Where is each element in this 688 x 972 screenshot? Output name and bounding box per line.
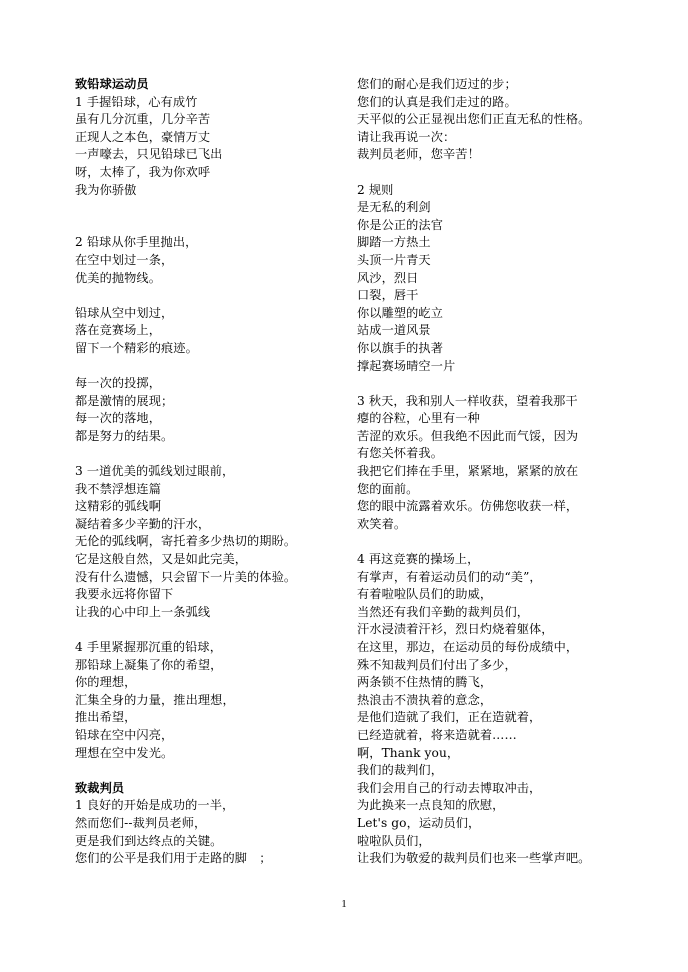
- text-line: 3 秋天，我和别人一样收获，望着我那干: [357, 393, 578, 408]
- text-line: 虽有几分沉重，几分辛苦: [75, 112, 211, 127]
- text-line: 欢笑着。: [357, 516, 407, 531]
- text-line: 是无私的利剑: [357, 200, 431, 215]
- text-line: 1 手握铅球，心有成竹: [75, 94, 198, 109]
- text-line: 热浪击不溃执着的意念，: [357, 692, 493, 707]
- stanza: [75, 797, 337, 867]
- stanza: [75, 639, 337, 762]
- text-line: 留下一个精彩的痕迹。: [75, 340, 198, 355]
- text-line: 苦涩的欢乐。但我绝不因此而气馁，因为: [357, 428, 579, 443]
- text-line: 落在竞赛场上，: [75, 323, 162, 338]
- text-line: 风沙，烈日: [357, 270, 419, 285]
- text-line: 你是公正的法官: [357, 217, 444, 232]
- stanza: [357, 551, 657, 868]
- text-line: 瘪的谷粒，心里有一种: [357, 411, 480, 426]
- text-line: 我要永远将你留下: [75, 587, 174, 602]
- text-line: 铅球在空中闪亮，: [75, 727, 174, 742]
- text-line: 凝结着多少辛勤的汗水，: [75, 516, 211, 531]
- text-line: 汇集全身的力量，推出理想，: [75, 692, 235, 707]
- text-line: 一声嚎去，只见铅球已飞出: [75, 147, 223, 162]
- text-line: 口裂，唇干: [357, 288, 419, 303]
- text-line: 优美的抛物线。: [75, 270, 162, 285]
- text-line: 呀，太棒了，我为你欢呼: [75, 164, 211, 179]
- text-line: 没有什么遗憾，只会留下一片美的体验。: [75, 569, 297, 584]
- text-line: Let's go，运动员们，: [357, 815, 481, 830]
- text-line: 两条锁不住热情的腾飞，: [357, 675, 493, 690]
- text-line: 天平似的公正显视出您们正直无私的性格。: [357, 112, 591, 127]
- text-line: 让我们为敬爱的裁判员们也来一些掌声吧。: [357, 851, 591, 866]
- poem-title-referee: 致裁判员: [75, 780, 125, 795]
- text-line: 有着啦啦队员们的助威，: [357, 587, 493, 602]
- text-line: 那铅球上凝集了你的希望，: [75, 657, 223, 672]
- text-line: 我们的裁判们，: [357, 763, 444, 778]
- text-line: 已经造就着，将来造就着……: [357, 727, 517, 742]
- text-line: 当然还有我们辛勤的裁判员们，: [357, 604, 530, 619]
- stanza: [357, 76, 657, 164]
- text-line: 1 良好的开始是成功的一半，: [75, 798, 235, 813]
- text-line: 推出希望，: [75, 710, 137, 725]
- stanza: [75, 234, 337, 287]
- text-line: 无伦的弧线啊，寄托着多少热切的期盼。: [75, 534, 297, 549]
- text-line: 请让我再说一次：: [357, 129, 456, 144]
- text-line: 更是我们到达终点的关键。: [75, 833, 223, 848]
- text-line: 3 一道优美的弧线划过眼前，: [75, 464, 235, 479]
- text-line: 脚踏一方热土: [357, 235, 431, 250]
- stanza: [75, 94, 337, 200]
- text-line: 您们的公平是我们用于走路的脚 ；: [75, 851, 272, 866]
- right-column: [357, 76, 657, 868]
- text-line: 头顶一片青天: [357, 252, 431, 267]
- text-line: 我不禁浮想连篇: [75, 481, 162, 496]
- text-line: 是他们造就了我们，正在造就着，: [357, 710, 542, 725]
- text-line: 撑起赛场晴空一片: [357, 358, 456, 373]
- text-line: 都是努力的结果。: [75, 428, 174, 443]
- text-line: 啊，Thank you，: [357, 745, 460, 760]
- text-line: 4 手里紧握那沉重的铅球，: [75, 640, 222, 654]
- text-line: 啦啦队员们，: [357, 833, 431, 848]
- text-line: 都是激情的展现；: [75, 393, 174, 408]
- text-line: 你以旗手的执著: [357, 340, 444, 355]
- text-line: 4 再这竞赛的操场上，: [357, 552, 480, 567]
- text-line: 2 规则: [357, 182, 394, 197]
- poem-title-shot-put: 致铅球运动员: [75, 77, 149, 91]
- text-line: 让我的心中印上一条弧线: [75, 604, 211, 619]
- text-line: 然而您们--裁判员老师，: [75, 815, 207, 830]
- stanza: [357, 182, 657, 376]
- stanza: [75, 463, 337, 621]
- page-number: 1: [341, 898, 347, 910]
- text-line: 理想在空中发光。: [75, 745, 174, 760]
- text-line: 您们的耐心是我们迈过的步；: [357, 77, 517, 91]
- text-line: 有掌声，有着运动员们的动“美”，: [357, 569, 542, 584]
- text-line: 在这里，那边，在运动员的每份成绩中，: [357, 640, 579, 654]
- text-line: 您的面前。: [357, 481, 419, 496]
- text-line: 有您关怀着我。: [357, 446, 444, 461]
- left-column: [75, 76, 337, 868]
- text-line: 殊不知裁判员们付出了多少，: [357, 657, 517, 672]
- text-line: 您们的认真是我们走过的路。: [357, 94, 517, 109]
- text-line: 我把它们捧在手里，紧紧地，紧紧的放在: [357, 464, 579, 479]
- stanza: [75, 375, 337, 445]
- text-line: 我为你骄傲: [75, 182, 137, 197]
- text-line: 正现人之本色，豪情万丈: [75, 129, 211, 144]
- stanza: [357, 393, 657, 534]
- text-line: 为此换来一点良知的欣慰，: [357, 798, 505, 813]
- text-line: 你以雕塑的屹立: [357, 305, 444, 320]
- text-line: 每一次的落地，: [75, 411, 162, 426]
- text-line: 2 铅球从你手里抛出，: [75, 235, 198, 250]
- text-line: 站成一道风景: [357, 323, 431, 338]
- text-line: 每一次的投掷，: [75, 376, 162, 391]
- text-line: 这精彩的弧线啊: [75, 499, 162, 514]
- text-line: 我们会用自己的行动去博取冲击，: [357, 780, 542, 795]
- text-line: 裁判员老师，您辛苦！: [357, 147, 480, 162]
- text-line: 你的理想，: [75, 675, 137, 690]
- text-line: 您的眼中流露着欢乐。仿佛您收获一样，: [357, 499, 579, 514]
- text-line: 铅球从空中划过，: [75, 305, 174, 320]
- text-line: 它是这般自然，又是如此完美，: [75, 552, 248, 567]
- text-line: 汗水浸渍着汗衫，烈日灼烧着躯体，: [357, 622, 554, 637]
- stanza: [75, 305, 337, 358]
- text-line: 在空中划过一条，: [75, 252, 174, 267]
